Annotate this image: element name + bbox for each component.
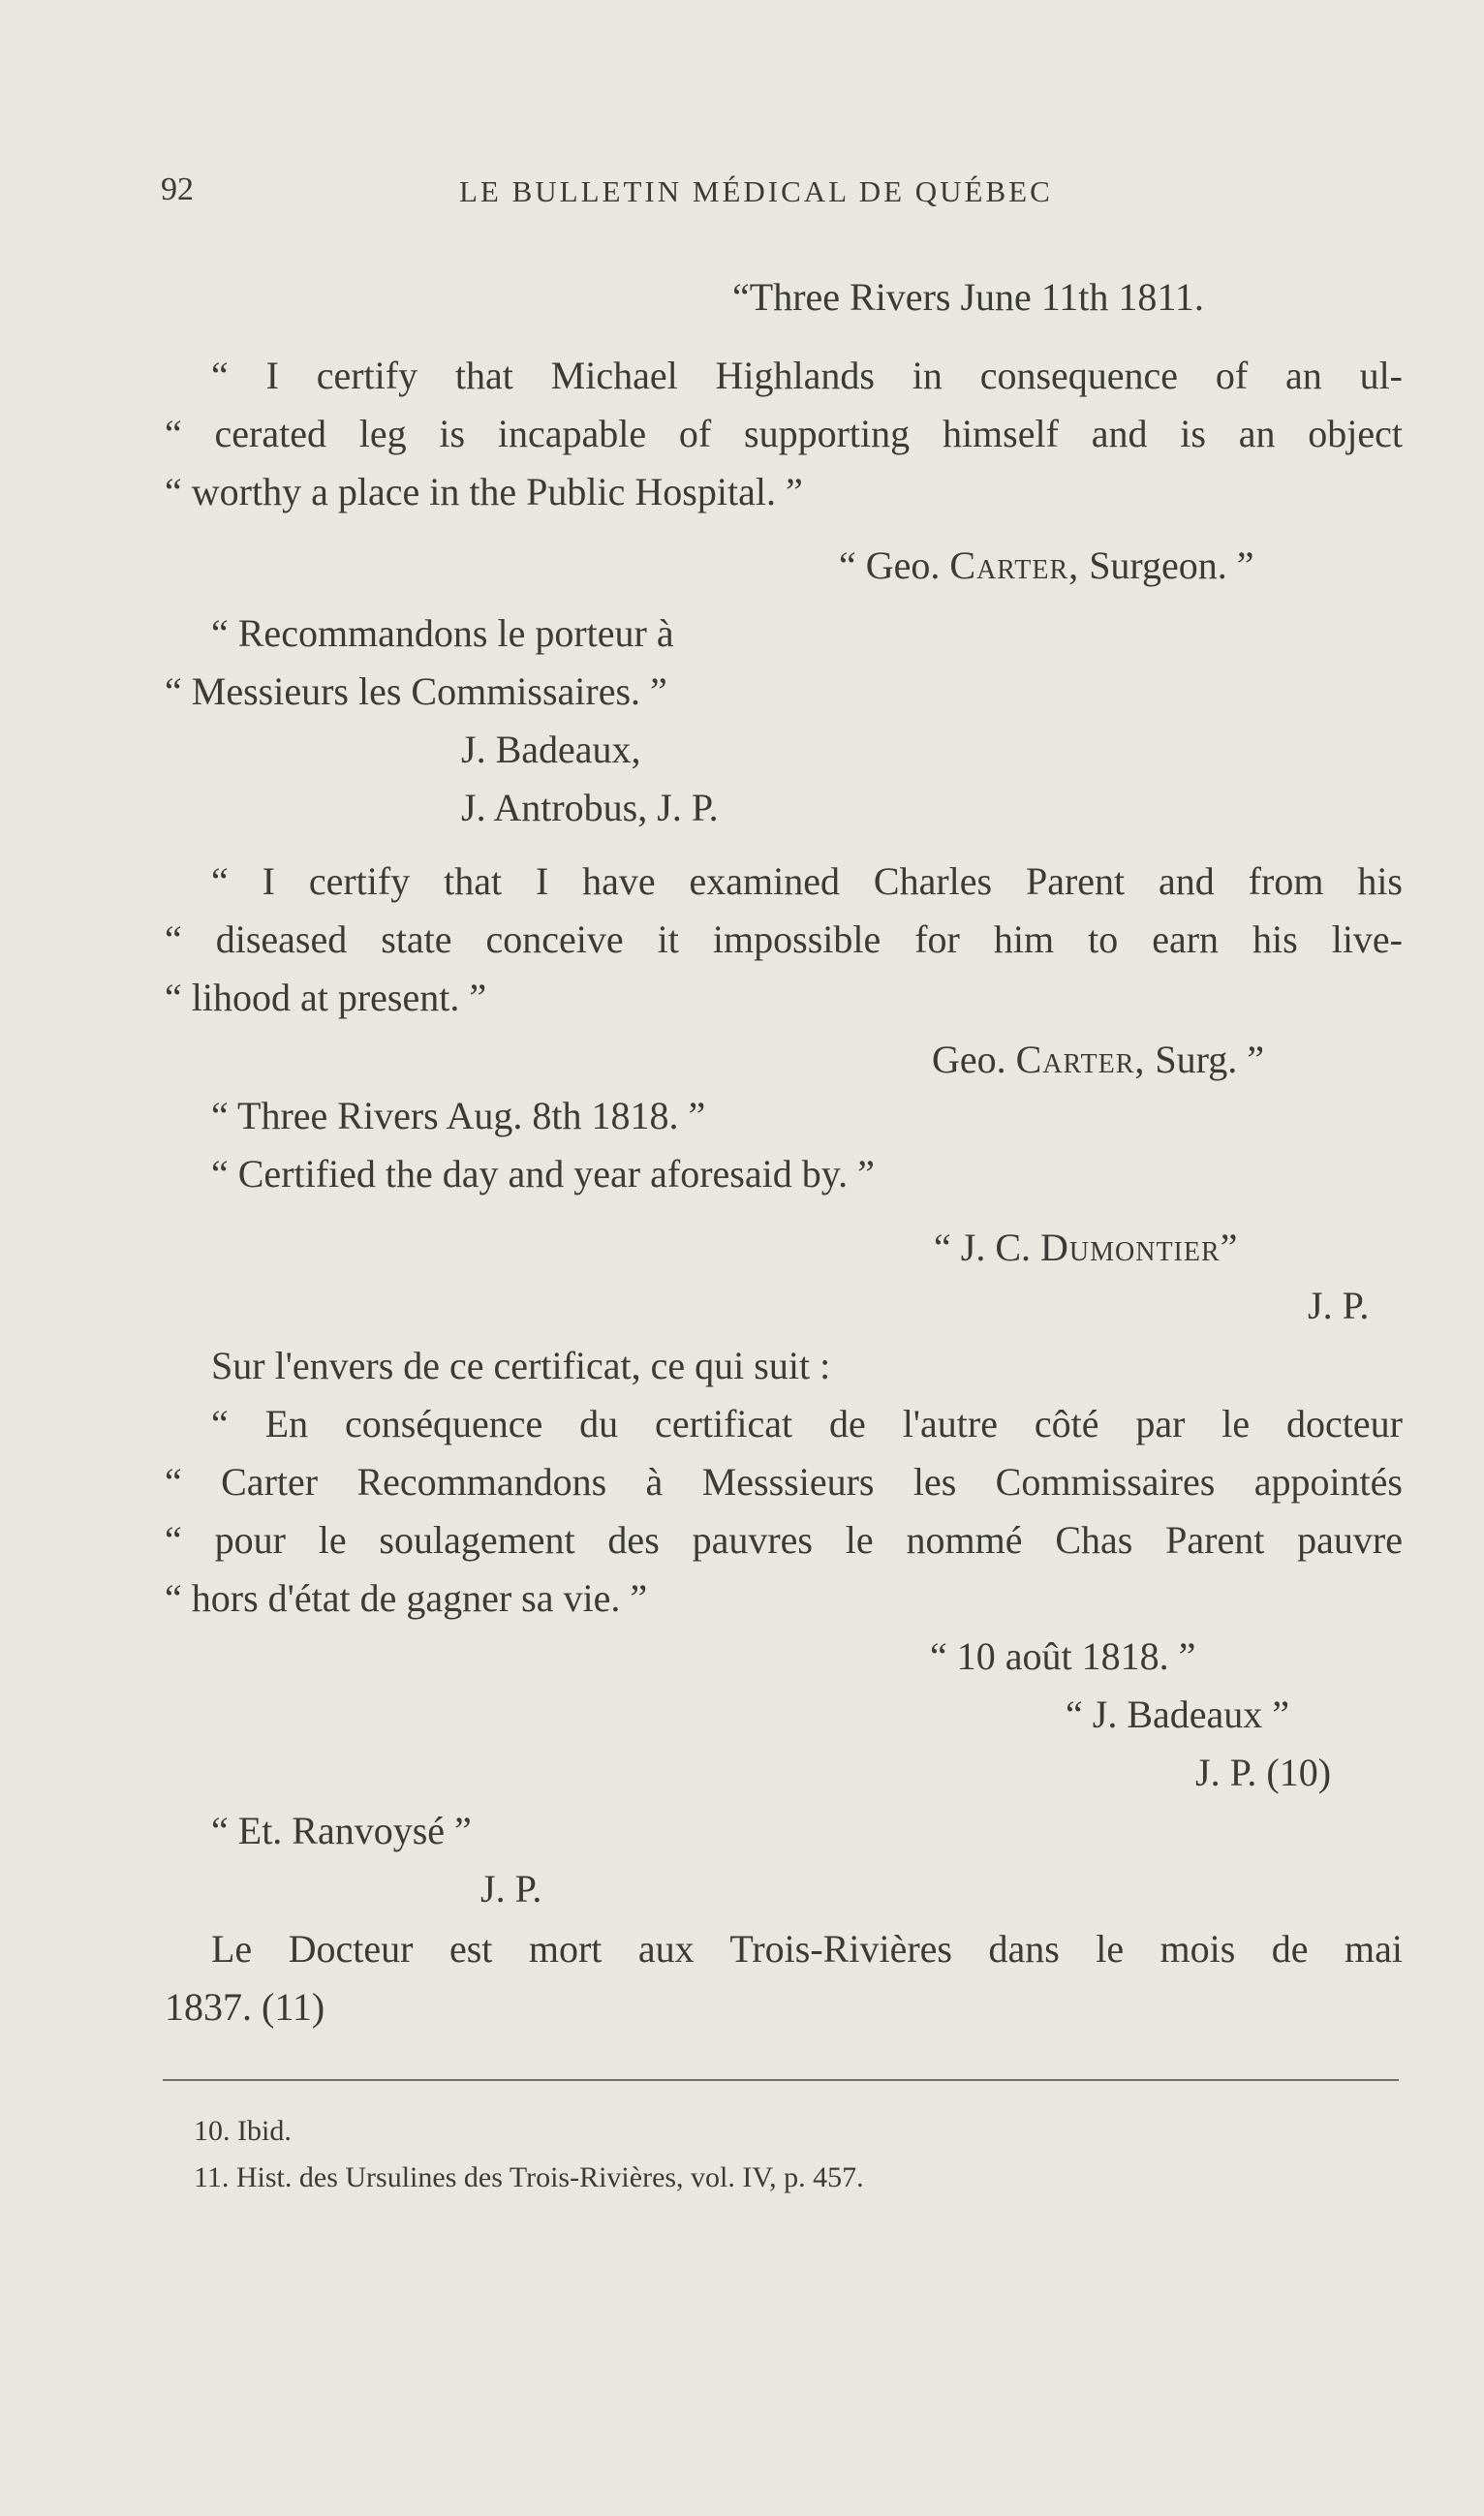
signature-line: J. P. — [480, 1867, 542, 1910]
signature-line: J. P. (10) — [1195, 1751, 1332, 1794]
running-title: LE BULLETIN MÉDICAL DE QUÉBEC — [459, 174, 1053, 208]
signature-line: J. Badeaux, — [461, 728, 641, 771]
text-line: “ Certified the day and year aforesaid by. ” — [211, 1152, 875, 1196]
text-line: “ Recommandons le porteur à — [211, 611, 674, 655]
signature-line: “ Et. Ranvoysé ” — [211, 1809, 472, 1852]
text-line: “ lihood at present. ” — [165, 976, 487, 1019]
signature-prefix: Geo. — [932, 1038, 1006, 1081]
date-line: “ 10 août 1818. ” — [930, 1634, 1196, 1678]
signature-line — [934, 1225, 1237, 1271]
signature-name: Carter, — [949, 544, 1080, 587]
text-line: “ Carter Recommandons à Messsieurs les Commissaires appointés — [165, 1460, 1403, 1504]
signature-closing-quote: ” — [1220, 1226, 1238, 1269]
text-line: “ pour le soulagement des pauvres le nommé Chas Parent pauvre — [165, 1518, 1403, 1562]
text-line: “ hors d'état de gagner sa vie. ” — [165, 1576, 648, 1620]
footnote-divider — [163, 2079, 1399, 2081]
signature-name: Carter, — [1015, 1038, 1146, 1081]
signature-title: Surgeon. ” — [1089, 544, 1254, 587]
text-line: “ En conséquence du certificat de l'autre côté par le docteur — [211, 1402, 1403, 1445]
page-number: 92 — [161, 171, 194, 207]
signature-line: J. Antrobus, J. P. — [461, 786, 719, 829]
text-line: “ I certify that Michael Highlands in consequence of an ul- — [211, 354, 1403, 397]
signature-title: Surg. ” — [1155, 1038, 1265, 1081]
text-line: “ worthy a place in the Public Hospital. ” — [165, 470, 803, 513]
signature-line — [839, 543, 1254, 589]
text-line: “ I certify that I have examined Charles Parent and from his — [211, 859, 1403, 903]
text-line: Sur l'envers de ce certificat, ce qui suit : — [211, 1344, 831, 1387]
text-line: “ diseased state conceive it impossible for him to earn his live- — [165, 917, 1403, 961]
text-line: Le Docteur est mort aux Trois-Rivières dans le mois de mai — [211, 1927, 1403, 1971]
signature-line — [932, 1037, 1264, 1083]
signature-prefix: “ J. C. — [934, 1226, 1031, 1269]
footnote: 11. Hist. des Ursulines des Trois-Rivières, vol. IV, p. 457. — [194, 2161, 864, 2193]
date-line: “Three Rivers June 11th 1811. — [732, 275, 1204, 319]
signature-line: J. P. — [1308, 1284, 1370, 1327]
signature-line: “ J. Badeaux ” — [1066, 1693, 1290, 1736]
footnote: 10. Ibid. — [194, 2115, 292, 2147]
text-line: “ Three Rivers Aug. 8th 1818. ” — [211, 1094, 706, 1137]
text-line: 1837. (11) — [165, 1985, 325, 2029]
signature-prefix: “ Geo. — [839, 544, 941, 587]
signature-name: Dumontier — [1040, 1226, 1221, 1269]
text-line: “ cerated leg is incapable of supporting himself and is an object — [165, 412, 1403, 455]
text-line: “ Messieurs les Commissaires. ” — [165, 669, 667, 713]
